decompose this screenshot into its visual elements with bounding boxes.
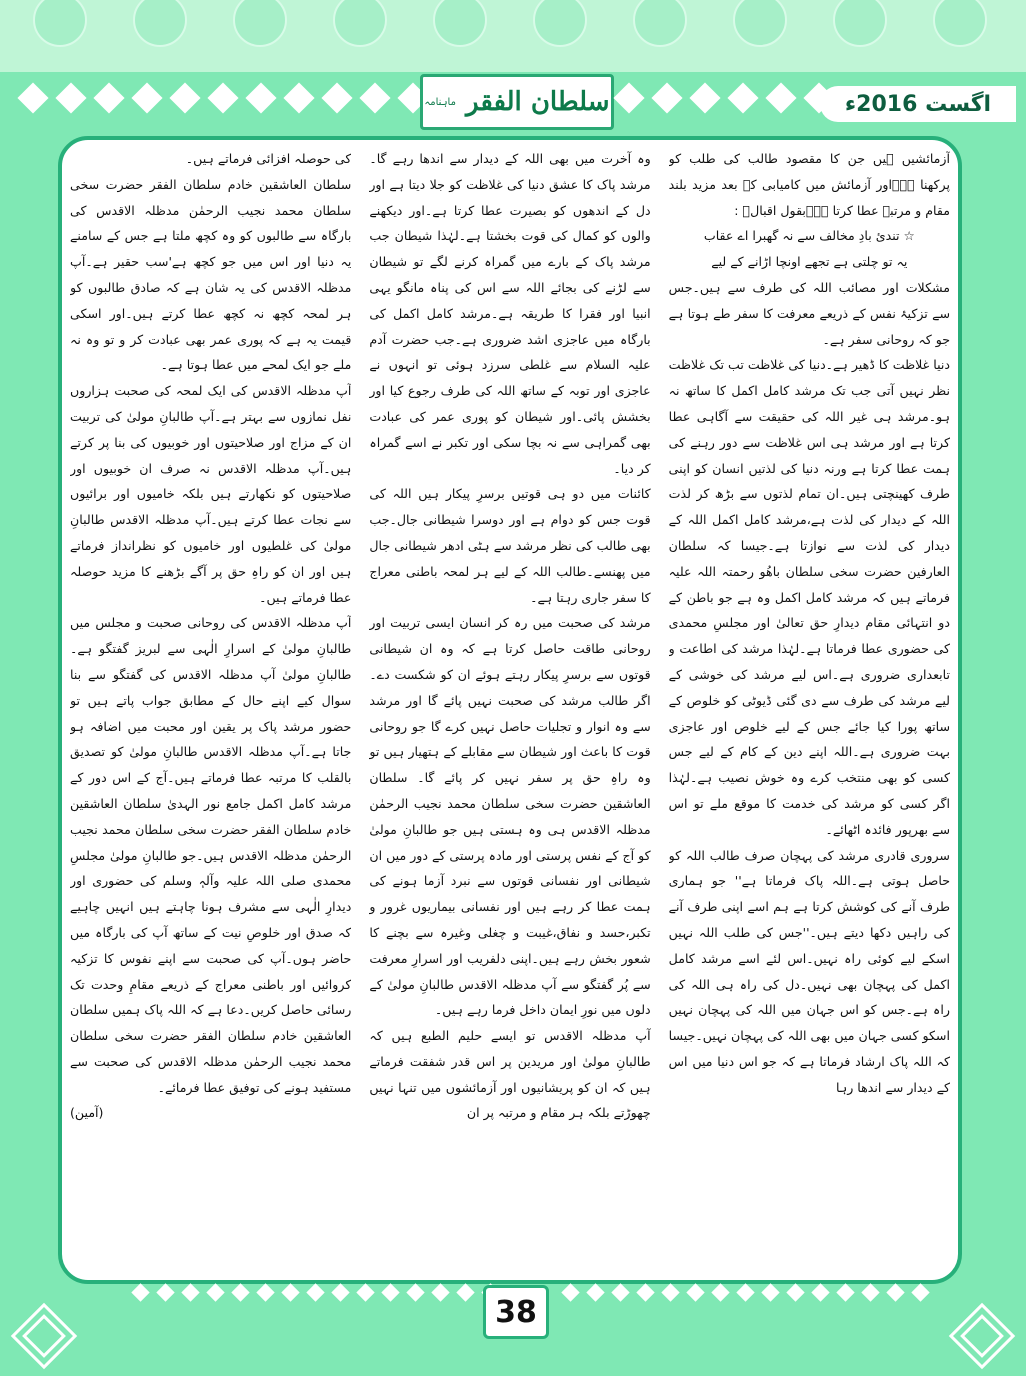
- paragraph: آپ مدظلہ الاقدس تو ایسے حلیم الطبع ہیں کہ طالبانِ مولیٰ اور مریدین پر اس قدر شفقت فرماتے ہیں کہ ان کو پریشانیوں اور آزمائشوں میں تنہا نہیں چھوڑتے بلکہ ہر مقام و مرتبہ پر ان: [369, 1028, 651, 1121]
- paragraph: آزمائشیں ہیں جن کا مقصود طالب کی طلب کو پرکھنا ہے۔اور آزمائش میں کامیابی کے بعد مزید بلند مقام و مرتبہ عطا کرتا ہے۔بقول اقبالؒ :: [668, 151, 950, 218]
- column-left: [70, 146, 351, 1276]
- title-text: سلطان الفقر: [465, 87, 610, 117]
- closing-amen: (آمین): [70, 1105, 104, 1121]
- header-diamonds-right: [612, 82, 836, 116]
- paragraph: سلطان العاشقین خادم سلطان الفقر حضرت سخی سلطان محمد نجیب الرحمٰن مدظلہ الاقدس کی بارگاہ سے طالبوں کو وہ کچھ ملتا ہے جس کے سامنے یہ دنیا اور اس میں جو کچھ ہے'سب حقیر ہے۔آپ مدظلہ الاقدس کی یہ شان ہے کہ صادق طالبوں کو ہر لمحہ کچھ نہ کچھ عطا کرتے ہیں۔اور اسکی قیمت یہ ہے کہ پوری عمر بھی عبادت کر و تو وہ نہ ملے جو ایک لمحے میں عطا ہوتا ہے۔: [70, 176, 352, 373]
- poetry-line: یہ تو چلتی ہے تجھے اونچا اڑانے کے لیے: [711, 254, 908, 270]
- header-diamonds-left: [16, 82, 430, 116]
- page-number: 38: [483, 1285, 549, 1339]
- paragraph: آپ مدظلہ الاقدس کی روحانی صحبت و مجلس میں طالبانِ مولیٰ کے اسرارِ الٰہی سے لبریز گفتگو ہے۔طالبانِ مولیٰ آپ مدظلہ الاقدس کی گفتگو سے بنا سوال کیے اپنے حال کے مطابق جواب پاتے ہیں تو حضور مرشد پاک پر یقین اور محبت میں اضافہ ہو جاتا ہے۔آپ مدظلہ الاقدس طالبانِ مولیٰ کو تصدیق بالقلب کا مرتبہ عطا فرماتے ہیں۔آج کے اس دور کے مرشد کامل اکمل جامع نور الہدیٰ سلطان العاشقین خادم سلطان الفقر حضرت سخی سلطان محمد نجیب الرحمٰن مدظلہ الاقدس ہیں۔جو طالبانِ مولیٰ مجلسِ محمدی صلی اللہ علیہ وآلہٖ وسلم کی حضوری اور دیدارِ الٰہی سے مشرف ہونا چاہتے ہیں انہیں چاہیے کہ صدق اور خلوصِ نیت کے ساتھ آپ کی بارگاہ میں حاضر ہوں۔آپ کی صحبت سے اپنے نفوس کا تزکیہ کروائیں اور باطنی معراج کے ذریعے مقامِ وحدت تک رسائی حاصل کریں۔دعا ہے کہ اللہ پاک ہمیں سلطان العاشقین خادم سلطان الفقر حضرت سخی سلطان محمد نجیب الرحمٰن مدظلہ الاقدس کی صحبت سے مستفید ہونے کی توفیق عطا فرمائے۔: [70, 615, 352, 1095]
- paragraph: دنیا غلاظت کا ڈھیر ہے۔دنیا کی غلاظت تب تک غلاظت نظر نہیں آتی جب تک مرشد کامل اکمل کا ساتھ نہ ہو۔مرشد ہی غیر اللہ کی حقیقت سے آگاہی عطا کرتا ہے اور مرشد ہی اس غلاظت سے دور رہنے کی ہمت عطا کرتا ہے ورنہ دنیا کی لذتیں انسان کو اپنی طرف کھینچتی ہیں۔ان تمام لذتوں سے بڑھ کر لذت اللہ کے دیدار کی لذت ہے،مرشد کامل اکمل اللہ کے دیدار کی لذت سے نوازتا ہے۔جیسا کہ سلطان العارفین حضرت سخی سلطان باھُو رحمتہ اللہ علیہ فرماتے ہیں کہ مرشد کامل اکمل وہ ہے جو باطن کے دو انتہائی مقام دیدارِ حق تعالیٰ اور مجلسِ محمدی کی حضوری عطا فرماتا ہے۔لہٰذا مرشد کی اطاعت و تابعداری ضروری ہے۔اس لیے مرشد کی خوشی کے لیے مرشد کی طرف سے دی گئی ڈیوٹی کو خلوص کے ساتھ پورا کیا جائے جس کے لیے خلوص اور عاجزی بہت ضروری ہے۔اللہ اپنے دین کے کام کے لیے جس کسی کو بھی منتخب کرے وہ خوش نصیب ہے۔لہٰذا اگر کسی کو مرشد کی خدمت کا موقع ملے تو اس سے بھرپور فائدہ اٹھائے۔: [668, 357, 950, 837]
- paragraph: آپ مدظلہ الاقدس کی ایک لمحہ کی صحبت ہزاروں نفل نمازوں سے بہتر ہے۔آپ طالبانِ مولیٰ کی تربیت ان کے مزاج اور صلاحیتوں اور خوبیوں کی بنا پر کرتے ہیں۔آپ مدظلہ الاقدس نہ صرف ان خوبیوں اور صلاحیتوں کو نکھارتے ہیں بلکہ خامیوں اور برائیوں سے نجات عطا کرتے ہیں۔آپ مدظلہ الاقدس طالبانِ مولیٰ کی غلطیوں اور خامیوں کو نظرانداز فرماتے ہیں اور ان کو راہِ حق پر آگے بڑھنے کا مزید حوصلہ عطا فرماتے ہیں۔: [70, 383, 352, 605]
- paragraph: مشکلات اور مصائب اللہ کی طرف سے ہیں۔جس سے تزکیۂ نفس کے ذریعے معرفت کا سفر طے ہوتا ہے جو کہ روحانی سفر ہے۔: [668, 279, 950, 347]
- poetry-line: ☆ تندیٔ بادِ مخالف سے نہ گھبرا اے عقاب: [703, 228, 915, 244]
- article-columns: [70, 146, 950, 1276]
- paragraph: کائنات میں دو ہی قوتیں برسرِ پیکار ہیں اللہ کی قوت جس کو دوام ہے اور دوسرا شیطانی جال۔جب بھی طالب کی نظر مرشد سے ہٹی ادھر شیطانی جال میں پھنسے۔طالب اللہ کے لیے ہر لمحہ باطنی معراج کا سفر جاری رہتا ہے۔: [369, 486, 651, 605]
- corner-diamond-ornament-left: [4, 1296, 84, 1376]
- footer-dots-right: [560, 1284, 931, 1302]
- title-prefix: ماہنامہ: [424, 96, 456, 108]
- column-right: [669, 146, 950, 1276]
- magazine-title: [420, 74, 614, 130]
- corner-diamond-ornament-right: [942, 1296, 1022, 1376]
- paragraph: مرشد کی صحبت میں رہ کر انسان ایسی تربیت اور روحانی طاقت حاصل کرتا ہے کہ وہ ان شیطانی قوتوں سے برسرِ پیکار رہتے ہوئے ان کو شکست دے۔اگر طالب مرشد کی صحبت نہیں پائے گا اور مرشد سے وہ انوار و تجلیات حاصل نہیں کرے گا جو روحانی قوت کا باعث اور شیطان سے مقابلے کے ہتھیار ہیں تو وہ راہِ حق پر سفر نہیں کر پائے گا۔ سلطان العاشقین حضرت سخی سلطان محمد نجیب الرحمٰن مدظلہ الاقدس ہی وہ ہستی ہیں جو طالبانِ مولیٰ کو آج کے نفس پرستی اور مادہ پرستی کے دور میں ان شیطانی اور نفسانی قوتوں سے نبرد آزما ہونے کی ہمت عطا کر رہے ہیں اور نفسانی بیماریوں غرور و تکبر،حسد و نفاق،غیبت و چغلی وغیرہ سے بچنے کا شعور بخش رہے ہیں۔اپنی دلفریب اور اسرارِ معرفت سے پُر گفتگو سے آپ مدظلہ الاقدس طالبانِ مولیٰ کے دلوں میں نورِ ایمان داخل فرما رہے ہیں۔: [369, 615, 651, 1018]
- paragraph: وہ آخرت میں بھی اللہ کے دیدار سے اندھا رہے گا۔مرشد پاک کا عشق دنیا کی غلاظت کو جلا دیتا ہے اور دل کے اندھوں کو بصیرت عطا کرتا ہے۔اور دیکھنے والوں کو کمال کی قوت بخشتا ہے۔لہٰذا شیطان جب مرشد پاک کے بارے میں گمراہ کرنے لگے تو شیطان سے لڑنے کی بجائے اللہ سے اس کی پناہ مانگو یہی انبیا اور فقرا کا طریقہ ہے۔مرشد کامل اکمل کی بارگاہ میں عاجزی اشد ضروری ہے۔جب حضرت آدم علیہ السلام سے غلطی سرزد ہوئی تو انہوں نے عاجزی اور توبہ کے ساتھ اللہ کی طرف رجوع کیا اور بخشش پائی۔اور شیطان کو پوری عمر کی عبادت بھی گمراہی سے نہ بچا سکی اور تکبر نے اسے گمراہ کر دیا۔: [369, 151, 651, 476]
- footer-dots-left: [130, 1284, 501, 1302]
- issue-date: اگست 2016ء: [820, 86, 1016, 122]
- column-middle: [369, 146, 650, 1276]
- top-decorative-band: [0, 0, 1026, 72]
- paragraph: سروری قادری مرشد کی پہچان صرف طالب اللہ کو حاصل ہوتی ہے۔اللہ پاک فرماتا ہے'' جو ہماری طرف آنے کی کوشش کرتا ہے ہم اسے اپنی طرف آنے کی راہیں دکھا دیتے ہیں۔''جس کی طلب اللہ نہیں اسکے لیے کوئی راہ نہیں۔اس لئے اسے مرشد کامل اکمل کی پہچان بھی نہیں۔دل کی راہ ہی اللہ کی راہ ہے۔جس کو اس جہان میں اللہ کی پہچان نہیں اسکو کسی جہان میں بھی اللہ کی پہچان نہیں۔جیسا کہ اللہ پاک ارشاد فرماتا ہے کہ جو اس دنیا میں اس کے دیدار سے اندھا رہا: [668, 847, 950, 1095]
- paragraph: کی حوصلہ افزائی فرماتے ہیں۔: [185, 151, 352, 166]
- flower-pattern: [0, 0, 1026, 72]
